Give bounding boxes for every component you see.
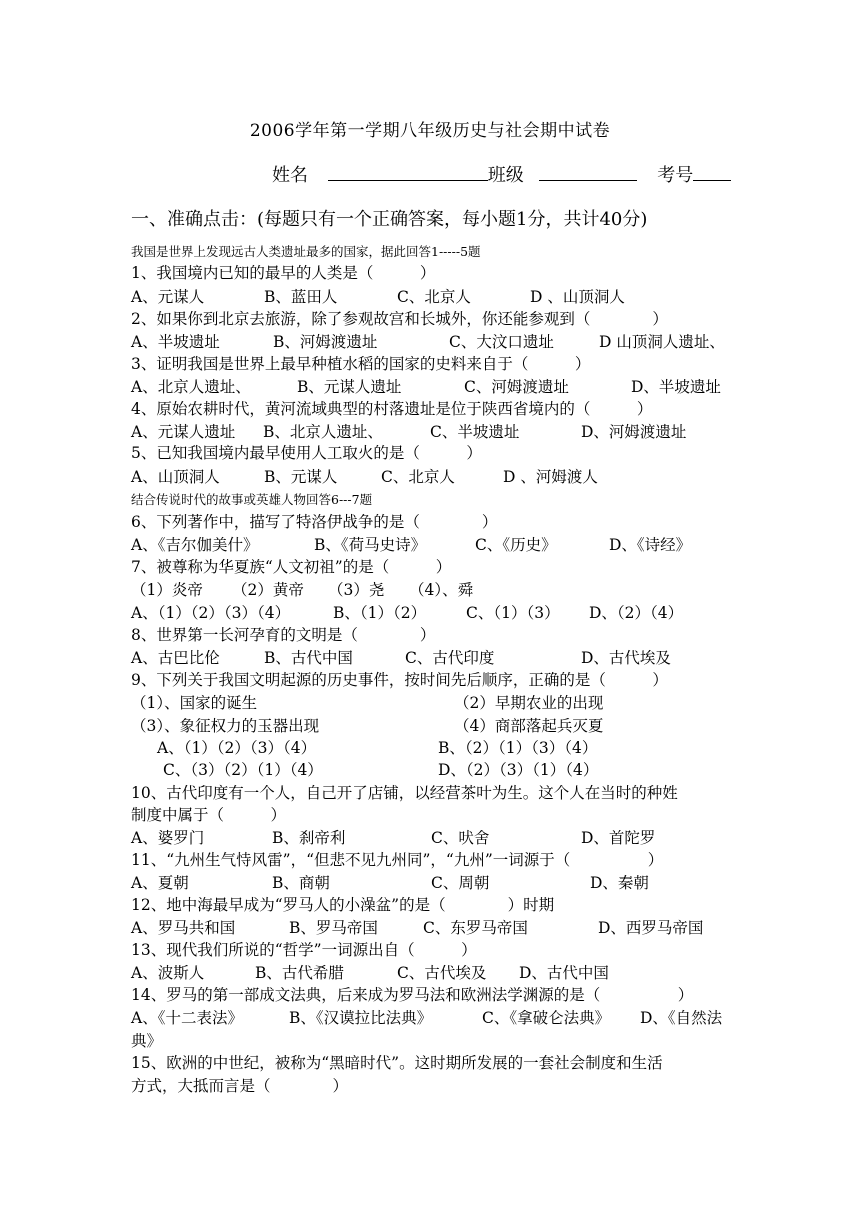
question-10-cont: 制度中属于（ ） xyxy=(131,806,287,824)
q1-option-a[interactable]: A、元谋人 xyxy=(131,288,205,306)
q8-option-a[interactable]: A、古巴比伦 xyxy=(131,649,220,667)
q5-option-d[interactable]: D 、河姆渡人 xyxy=(503,468,598,486)
q11-option-b[interactable]: B、商朝 xyxy=(272,874,330,892)
q2-option-a[interactable]: A、半坡遗址 xyxy=(131,333,220,351)
question-2: 2、如果你到北京去旅游，除了参观故宫和长城外，你还能参观到（ ） xyxy=(131,310,668,328)
q4-option-c[interactable]: C、半坡遗址 xyxy=(430,423,520,441)
question-11: 11、“九州生气恃风雷”，“但悲不见九州同”，“九州”一词源于（ ） xyxy=(131,851,664,869)
q1-option-c[interactable]: C、北京人 xyxy=(397,288,471,306)
q2-option-c[interactable]: C、大汶口遗址 xyxy=(449,333,554,351)
id-label: 考号 xyxy=(657,165,694,186)
q12-option-c[interactable]: C、东罗马帝国 xyxy=(423,919,528,937)
q3-option-b[interactable]: B、元谋人遗址 xyxy=(297,378,402,396)
id-blank[interactable] xyxy=(693,162,731,181)
q10-option-b[interactable]: B、刹帝利 xyxy=(272,829,346,847)
q6-option-a[interactable]: A、《吉尔伽美什》 xyxy=(131,536,259,554)
q7-option-b[interactable]: B、（1）（2） xyxy=(333,604,427,622)
section-heading: 一、准确点击：(每题只有一个正确答案，每小题1分，共计40分) xyxy=(131,209,648,230)
question-1: 1、我国境内已知的最早的人类是（ ） xyxy=(131,264,436,282)
exam-title: 2006学年第一学期八年级历史与社会期中试卷 xyxy=(249,121,611,141)
q9-item-4: （4）商部落起兵灭夏 xyxy=(454,717,604,735)
q2-option-b[interactable]: B、河姆渡遗址 xyxy=(273,333,378,351)
question-6: 6、下列著作中，描写了特洛伊战争的是（ ） xyxy=(131,513,498,531)
q7-item-4: （4）、舜 xyxy=(409,581,474,599)
q9-item-1: （1）、国家的诞生 xyxy=(131,694,258,712)
q3-option-a[interactable]: A、北京人遗址、 xyxy=(131,378,251,396)
q6-option-d[interactable]: D、《诗经》 xyxy=(609,536,692,554)
q7-option-d[interactable]: D、（2）（4） xyxy=(589,604,684,622)
q13-option-c[interactable]: C、古代埃及 xyxy=(397,964,487,982)
question-10: 10、古代印度有一个人，自己开了店铺，以经营茶叶为生。这个人在当时的种姓 xyxy=(131,784,678,802)
question-14: 14、罗马的第一部成文法典，后来成为罗马法和欧洲法学渊源的是（ ） xyxy=(131,986,694,1004)
intro-text: 我国是世界上发现远古人类遗址最多的国家，据此回答1-----5题 xyxy=(131,244,481,259)
q10-option-a[interactable]: A、婆罗门 xyxy=(131,829,205,847)
class-blank[interactable] xyxy=(539,162,637,181)
q13-option-b[interactable]: B、古代希腊 xyxy=(255,964,344,982)
q4-option-b[interactable]: B、北京人遗址、 xyxy=(263,423,383,441)
q8-option-d[interactable]: D、古代埃及 xyxy=(581,649,671,667)
q14-option-d[interactable]: D、《自然法 xyxy=(640,1009,723,1027)
q12-option-b[interactable]: B、罗马帝国 xyxy=(289,919,378,937)
question-9: 9、下列关于我国文明起源的历史事件，按时间先后顺序，正确的是（ ） xyxy=(131,671,668,689)
q3-option-d[interactable]: D、半坡遗址 xyxy=(631,378,721,396)
student-info-line xyxy=(272,161,731,187)
q7-option-a[interactable]: A、（1）（2）（3）（4） xyxy=(131,604,291,622)
q12-option-d[interactable]: D、西罗马帝国 xyxy=(598,919,704,937)
q5-option-b[interactable]: B、元谋人 xyxy=(264,468,338,486)
q13-option-a[interactable]: A、波斯人 xyxy=(131,964,205,982)
q14-option-b[interactable]: B、《汉谟拉比法典》 xyxy=(289,1009,433,1027)
question-13: 13、现代我们所说的“哲学”一词源出自（ ） xyxy=(131,941,477,959)
q1-option-d[interactable]: D 、山顶洞人 xyxy=(530,288,625,306)
q14-option-a[interactable]: A、《十二表法》 xyxy=(131,1009,243,1027)
q14-option-c[interactable]: C、《拿破仑法典》 xyxy=(482,1009,611,1027)
q8-option-b[interactable]: B、古代中国 xyxy=(264,649,353,667)
question-14-cont: 典》 xyxy=(131,1032,163,1050)
q5-option-c[interactable]: C、北京人 xyxy=(381,468,455,486)
q2-option-d[interactable]: D 山顶洞人遗址、 xyxy=(599,333,725,351)
q9-option-c[interactable]: C、（3）（2）（1）（4） xyxy=(163,761,323,779)
q9-option-d[interactable]: D、（2）（3）（1）（4） xyxy=(438,761,599,779)
q11-option-d[interactable]: D、秦朝 xyxy=(590,874,649,892)
question-3: 3、证明我国是世界上最早种植水稻的国家的史料来自于（ ） xyxy=(131,355,591,373)
name-blank[interactable] xyxy=(328,162,488,181)
question-8: 8、世界第一长河孕育的文明是（ ） xyxy=(131,626,436,644)
q9-item-3: （3）、象征权力的玉器出现 xyxy=(131,717,320,735)
q6-option-b[interactable]: B、《荷马史诗》 xyxy=(314,536,427,554)
q10-option-c[interactable]: C、吠舍 xyxy=(431,829,490,847)
class-label: 班级 xyxy=(487,165,524,186)
q7-item-2: （2）黄帝 xyxy=(232,581,304,599)
name-label: 姓名 xyxy=(272,165,308,186)
q7-item-3: （3）尧 xyxy=(328,581,385,599)
intro-text-2: 结合传说时代的故事或英雄人物回答6---7题 xyxy=(131,492,373,507)
q4-option-a[interactable]: A、元谋人遗址 xyxy=(131,423,236,441)
q9-item-2: （2）早期农业的出现 xyxy=(454,694,604,712)
q4-option-d[interactable]: D、河姆渡遗址 xyxy=(581,423,687,441)
q8-option-c[interactable]: C、古代印度 xyxy=(405,649,495,667)
question-7: 7、被尊称为华夏族“人文初祖”的是（ ） xyxy=(131,558,452,576)
q11-option-c[interactable]: C、周朝 xyxy=(431,874,490,892)
q13-option-d[interactable]: D、古代中国 xyxy=(519,964,609,982)
question-15-cont: 方式，大抵而言是（ ） xyxy=(131,1077,349,1095)
q7-option-c[interactable]: C、（1）（3） xyxy=(466,604,560,622)
q5-option-a[interactable]: A、山顶洞人 xyxy=(131,468,220,486)
q3-option-c[interactable]: C、河姆渡遗址 xyxy=(464,378,569,396)
q10-option-d[interactable]: D、首陀罗 xyxy=(581,829,656,847)
question-15: 15、欧洲的中世纪，被称为“黑暗时代”。这时期所发展的一套社会制度和生活 xyxy=(131,1054,663,1072)
question-5: 5、已知我国境内最早使用人工取火的是（ ） xyxy=(131,444,482,462)
question-4: 4、原始农耕时代，黄河流域典型的村落遗址是位于陕西省境内的（ ） xyxy=(131,400,653,418)
question-12: 12、地中海最早成为“罗马人的小澡盆”的是（ ）时期 xyxy=(131,896,555,914)
q9-option-b[interactable]: B、（2）（1）（3）（4） xyxy=(438,739,598,757)
q11-option-a[interactable]: A、夏朝 xyxy=(131,874,189,892)
q1-option-b[interactable]: B、蓝田人 xyxy=(264,288,338,306)
q9-option-a[interactable]: A、（1）（2）（3）（4） xyxy=(157,739,317,757)
q12-option-a[interactable]: A、罗马共和国 xyxy=(131,919,236,937)
q6-option-c[interactable]: C、《历史》 xyxy=(475,536,557,554)
q7-item-1: （1）炎帝 xyxy=(131,581,203,599)
